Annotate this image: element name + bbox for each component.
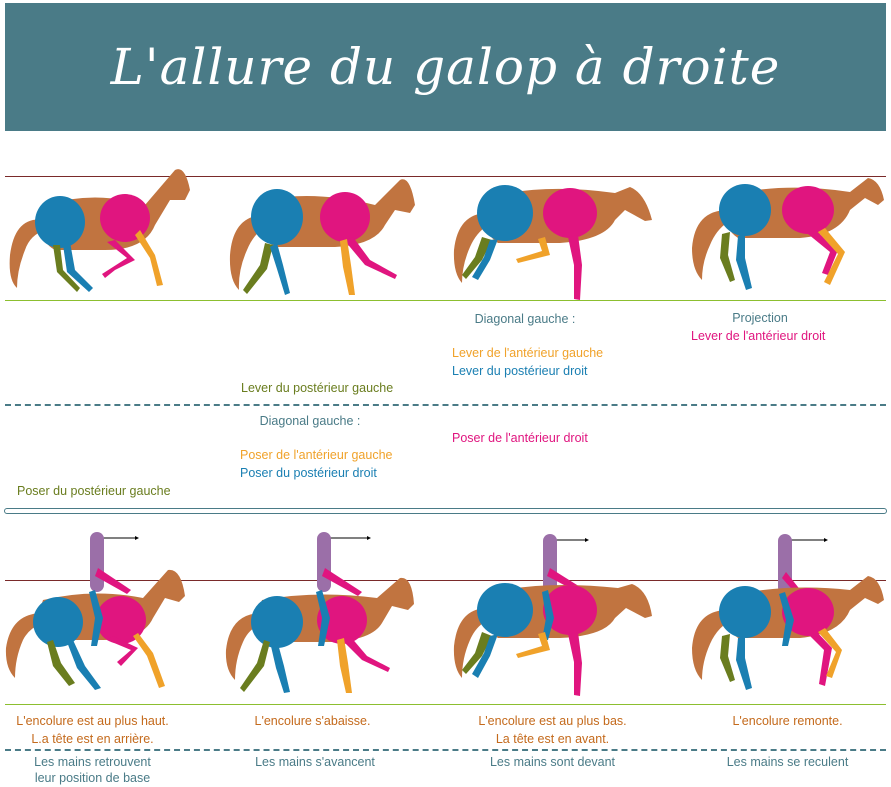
section-divider (4, 508, 887, 514)
phase4-line1: Lever de l'antérieur droit (691, 329, 826, 343)
horse-phase-1 (5, 160, 195, 305)
horse-phase-3 (450, 165, 655, 305)
poser-line2: Poser du postérieur droit (240, 466, 377, 480)
rider-horse-3 (450, 528, 655, 698)
hand-caption-3-line1: Les mains sont devant (489, 755, 616, 769)
horse-phase-4 (690, 170, 885, 300)
rider-horse-1 (3, 528, 193, 698)
poser-line1: Poser de l'antérieur gauche (240, 448, 393, 462)
horse-phase-2 (225, 165, 420, 305)
poser-ant-droit: Poser de l'antérieur droit (452, 431, 588, 445)
neck-caption-1-line2: L.a tête est en arrière. (31, 732, 154, 746)
page-title: L'allure du galop à droite (110, 38, 781, 96)
hand-caption-2-line1: Les mains s'avancent (255, 755, 375, 769)
phase2-lever: Lever du postérieur gauche (241, 381, 394, 395)
neck-caption-3-line2: La tête est en avant. (495, 732, 610, 746)
title-banner (5, 3, 886, 131)
neck-caption-4-line1: L'encolure remonte. (732, 714, 843, 728)
rider-horse-4 (690, 528, 885, 698)
poser-post-gauche: Poser du postérieur gauche (17, 484, 171, 498)
hand-caption-4-line1: Les mains se reculent (726, 755, 849, 769)
hand-caption-1-line1: Les mains retrouvent (34, 755, 151, 769)
phase3-line1: Lever de l'antérieur gauche (452, 346, 604, 360)
hand-caption-1-line2: leur position de base (34, 771, 151, 785)
dashed-separator-top (5, 404, 886, 406)
neck-caption-1-line1: L'encolure est au plus haut. (16, 714, 169, 728)
poser-heading: Diagonal gauche : (259, 414, 361, 428)
neck-caption-3-line1: L'encolure est au plus bas. (478, 714, 627, 728)
phase3-heading: Diagonal gauche : (474, 312, 576, 326)
phase3-line2: Lever du postérieur droit (452, 364, 588, 378)
neck-caption-2-line1: L'encolure s'abaisse. (254, 714, 371, 728)
dashed-separator-bottom (5, 749, 886, 751)
phase4-heading: Projection (732, 311, 788, 325)
ground-line-bottom (5, 704, 886, 705)
rider-horse-2 (222, 528, 417, 698)
